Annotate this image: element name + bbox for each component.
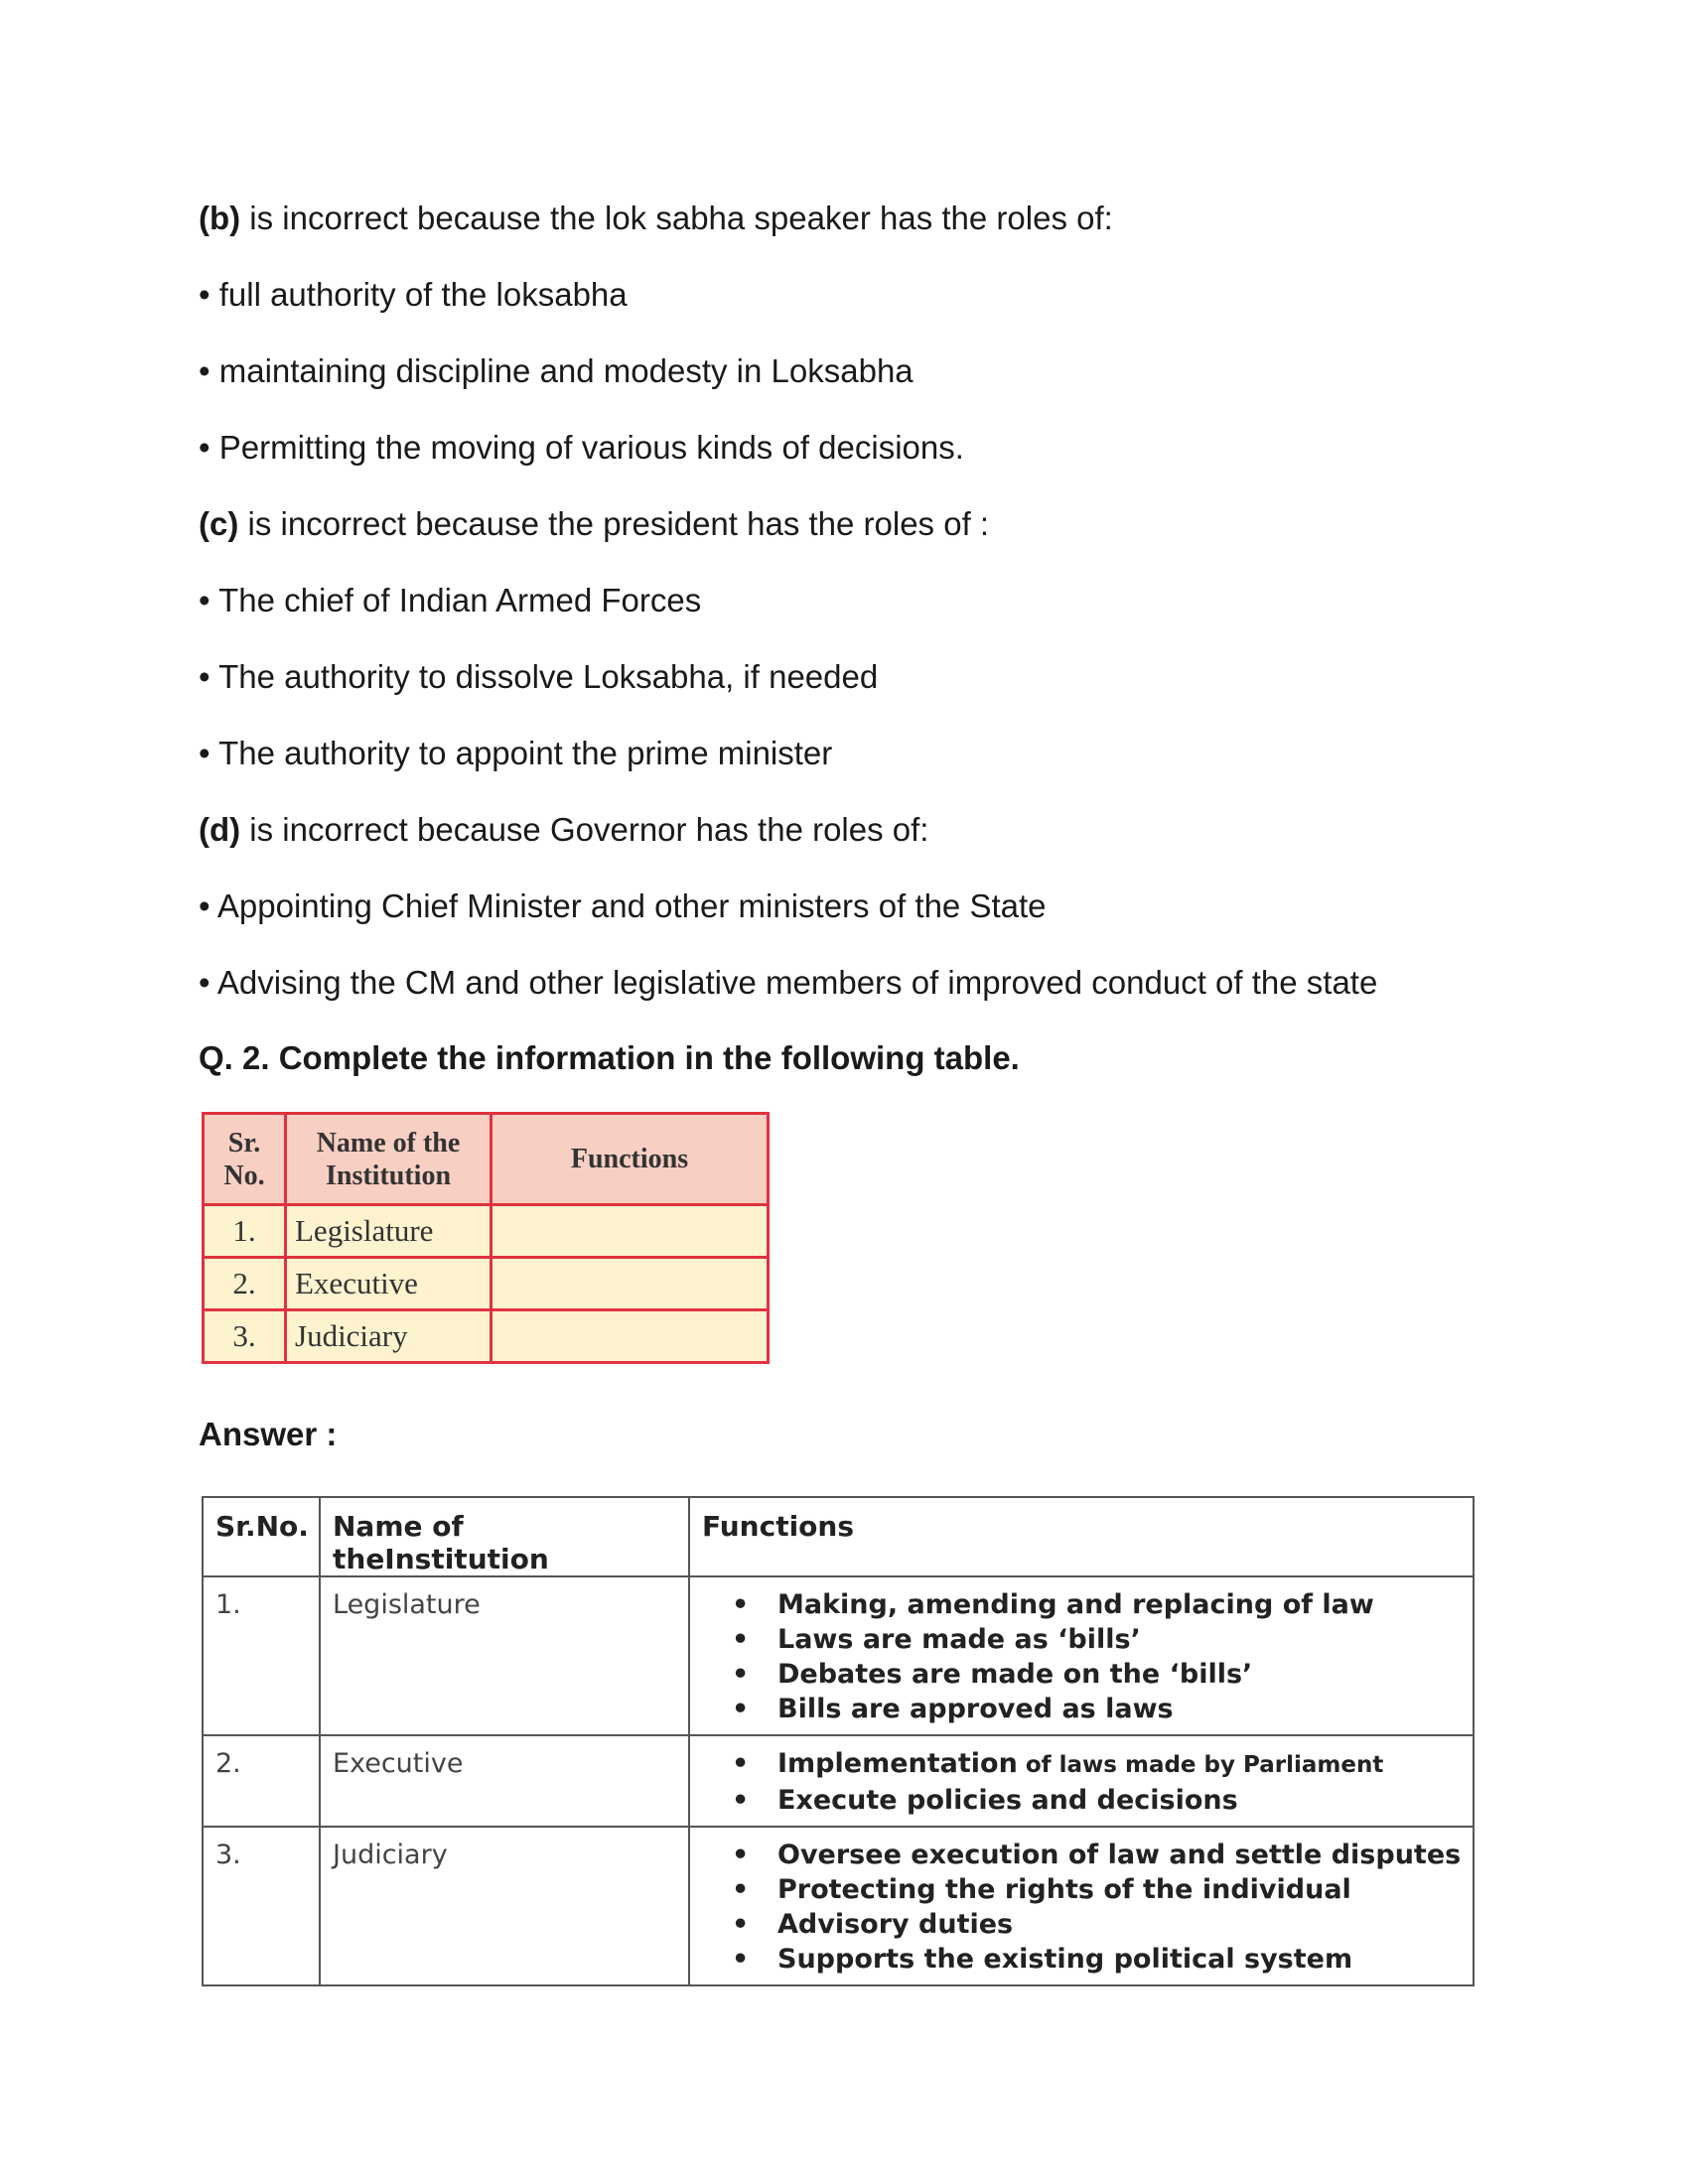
institution-name: Legislature: [320, 1576, 689, 1735]
answer-b-intro: [199, 199, 1113, 238]
option-label: (d): [199, 811, 241, 848]
answer-table: [202, 1496, 1475, 1986]
institution-name: Executive: [286, 1258, 492, 1310]
paragraph-text: • The authority to dissolve Loksabha, if needed: [199, 658, 879, 695]
paragraph-text: • maintaining discipline and modesty in Loksabha: [199, 352, 914, 389]
function-item: • Supports the existing political system: [777, 1942, 1465, 1977]
bullet-line: [199, 351, 914, 391]
row-number: 3.: [203, 1827, 320, 1985]
function-item: • Bills are approved as laws: [777, 1692, 1465, 1726]
function-item: • Laws are made as ‘bills’: [777, 1622, 1465, 1657]
header-sr-no: Sr. No.: [204, 1114, 286, 1205]
header-institution: Name of theInstitution: [320, 1497, 689, 1576]
function-item: • Debates are made on the ‘bills’: [777, 1657, 1465, 1692]
row-number: 3.: [204, 1310, 286, 1363]
header-institution: Name of the Institution: [286, 1114, 492, 1205]
answer-label: Answer :: [199, 1416, 338, 1452]
function-item: • Making, amending and replacing of law: [777, 1587, 1465, 1622]
functions-list: [690, 1746, 1465, 1818]
bullet-line: [199, 428, 964, 468]
function-item: • Execute policies and decisions: [777, 1783, 1465, 1818]
question-heading: Q. 2. Complete the information in the following table.: [199, 1039, 1020, 1076]
header-functions: Functions: [689, 1497, 1474, 1576]
header-functions: Functions: [492, 1114, 769, 1205]
functions-blank: [492, 1205, 769, 1258]
table-header-row: [203, 1497, 1474, 1576]
paragraph-text: • The authority to appoint the prime minister: [199, 735, 833, 771]
table-header-row: [204, 1114, 769, 1205]
bullet-line: [199, 734, 832, 773]
row-number: 1.: [203, 1576, 320, 1735]
function-item: • Protecting the rights of the individual: [777, 1872, 1465, 1907]
institution-name: Legislature: [286, 1205, 492, 1258]
table-row: [203, 1735, 1474, 1827]
row-number: 2.: [203, 1735, 320, 1827]
paragraph-text: • Advising the CM and other legislative members of improved conduct of the state: [199, 964, 1378, 1001]
functions-list: [690, 1838, 1465, 1977]
functions-blank: [492, 1310, 769, 1363]
table-row: [203, 1576, 1474, 1735]
functions-blank: [492, 1258, 769, 1310]
header-sr-no: Sr.No.: [203, 1497, 320, 1576]
institution-name: Judiciary: [320, 1827, 689, 1985]
table-row: [203, 1827, 1474, 1985]
functions-cell: [689, 1827, 1474, 1985]
institution-name: Judiciary: [286, 1310, 492, 1363]
institution-name: Executive: [320, 1735, 689, 1827]
functions-list: [690, 1587, 1465, 1726]
bullet-line: [199, 963, 1377, 1003]
table-row: [204, 1205, 769, 1258]
paragraph-text: • full authority of the loksabha: [199, 276, 628, 313]
paragraph-text: is incorrect because the lok sabha speaker has the roles of:: [240, 200, 1113, 236]
answer-d-intro: [199, 810, 928, 850]
functions-cell: [689, 1735, 1474, 1827]
bullet-line: [199, 887, 1047, 926]
bullet-line: [199, 657, 878, 697]
paragraph-text: • Permitting the moving of various kinds of decisions.: [199, 429, 964, 466]
table-row: [204, 1258, 769, 1310]
table-row: [204, 1310, 769, 1363]
option-label: (b): [199, 200, 241, 236]
function-item: • Oversee execution of law and settle disputes: [777, 1838, 1465, 1872]
row-number: 2.: [204, 1258, 286, 1310]
paragraph-text: • The chief of Indian Armed Forces: [199, 582, 702, 618]
row-number: 1.: [204, 1205, 286, 1258]
paragraph-text: is incorrect because Governor has the roles of:: [240, 811, 929, 848]
question-table: [202, 1112, 770, 1364]
paragraph-text: • Appointing Chief Minister and other ministers of the State: [199, 887, 1047, 924]
paragraph-text: is incorrect because the president has the roles of :: [238, 505, 990, 542]
bullet-line: [199, 275, 628, 315]
bullet-line: [199, 581, 701, 620]
functions-cell: [689, 1576, 1474, 1735]
option-label: (c): [199, 505, 239, 542]
function-suffix: of laws made by Parliament: [1017, 1752, 1384, 1778]
function-item: • Implementation of laws made by Parliament: [777, 1746, 1465, 1783]
answer-c-intro: [199, 504, 989, 544]
function-item: • Advisory duties: [777, 1907, 1465, 1942]
